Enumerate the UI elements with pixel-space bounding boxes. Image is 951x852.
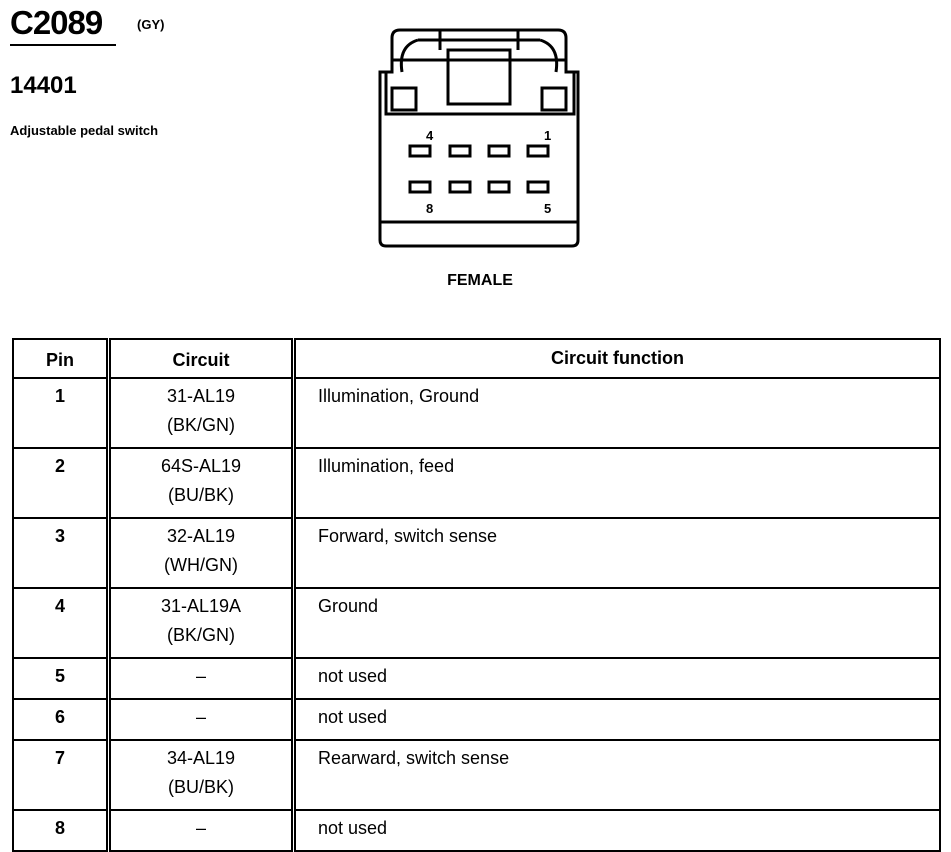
- header-function: Circuit function: [294, 339, 941, 378]
- wire-color: (BK/GN): [166, 625, 235, 645]
- pin-label-5: 5: [544, 201, 552, 216]
- connector-id: C2089: [10, 4, 116, 46]
- circuit-function: Ground: [294, 588, 941, 658]
- table-row: [13, 518, 940, 588]
- pin-number: 5: [13, 658, 109, 699]
- circuit-cell: [109, 588, 294, 658]
- circuit-function: Rearward, switch sense: [294, 740, 941, 810]
- table-row: [13, 658, 940, 699]
- header-pin: Pin: [13, 339, 109, 378]
- wire-color: (BU/BK): [167, 777, 234, 797]
- wire-color: (WH/GN): [164, 555, 238, 575]
- pin-number: 4: [13, 588, 109, 658]
- connector-face-diagram: [370, 10, 590, 250]
- wire-color: (BK/GN): [166, 415, 235, 435]
- pin-number: 1: [13, 378, 109, 448]
- circuit-function: Illumination, feed: [294, 448, 941, 518]
- circuit-code: –: [109, 810, 294, 851]
- circuit-cell: [109, 740, 294, 810]
- circuit-code: 34-AL19: [166, 748, 236, 768]
- circuit-function: Illumination, Ground: [294, 378, 941, 448]
- table-row: [13, 699, 940, 740]
- table-row: [13, 810, 940, 851]
- table-row: [13, 588, 940, 658]
- table-row: [13, 378, 940, 448]
- component-description: Adjustable pedal switch: [10, 123, 159, 138]
- table-row: [13, 448, 940, 518]
- pin-number: 2: [13, 448, 109, 518]
- table-header-row: [13, 339, 940, 378]
- circuit-code: –: [109, 658, 294, 699]
- circuit-code: –: [109, 699, 294, 740]
- circuit-function: not used: [294, 810, 941, 851]
- table-row: [13, 740, 940, 810]
- part-number: 14401: [10, 72, 77, 99]
- pin-cavities: [410, 146, 548, 192]
- pinout-table: [12, 338, 941, 852]
- pin-number: 7: [13, 740, 109, 810]
- circuit-cell: [109, 378, 294, 448]
- circuit-code: 32-AL19: [166, 526, 236, 546]
- circuit-function: not used: [294, 699, 941, 740]
- pin-number: 6: [13, 699, 109, 740]
- connector-gender: FEMALE: [447, 272, 513, 289]
- pin-label-8: 8: [426, 201, 434, 216]
- pin-number: 8: [13, 810, 109, 851]
- pin-number: 3: [13, 518, 109, 588]
- pin-label-4: 4: [426, 128, 434, 143]
- circuit-code: 64S-AL19: [160, 456, 242, 476]
- circuit-code: 31-AL19A: [160, 596, 242, 616]
- circuit-function: Forward, switch sense: [294, 518, 941, 588]
- wire-color: (BU/BK): [167, 485, 234, 505]
- circuit-cell: [109, 448, 294, 518]
- pin-label-1: 1: [544, 128, 552, 143]
- circuit-cell: [109, 518, 294, 588]
- header-circuit: Circuit: [109, 339, 294, 378]
- connector-color: (GY): [137, 17, 165, 32]
- circuit-code: 31-AL19: [166, 386, 236, 406]
- circuit-function: not used: [294, 658, 941, 699]
